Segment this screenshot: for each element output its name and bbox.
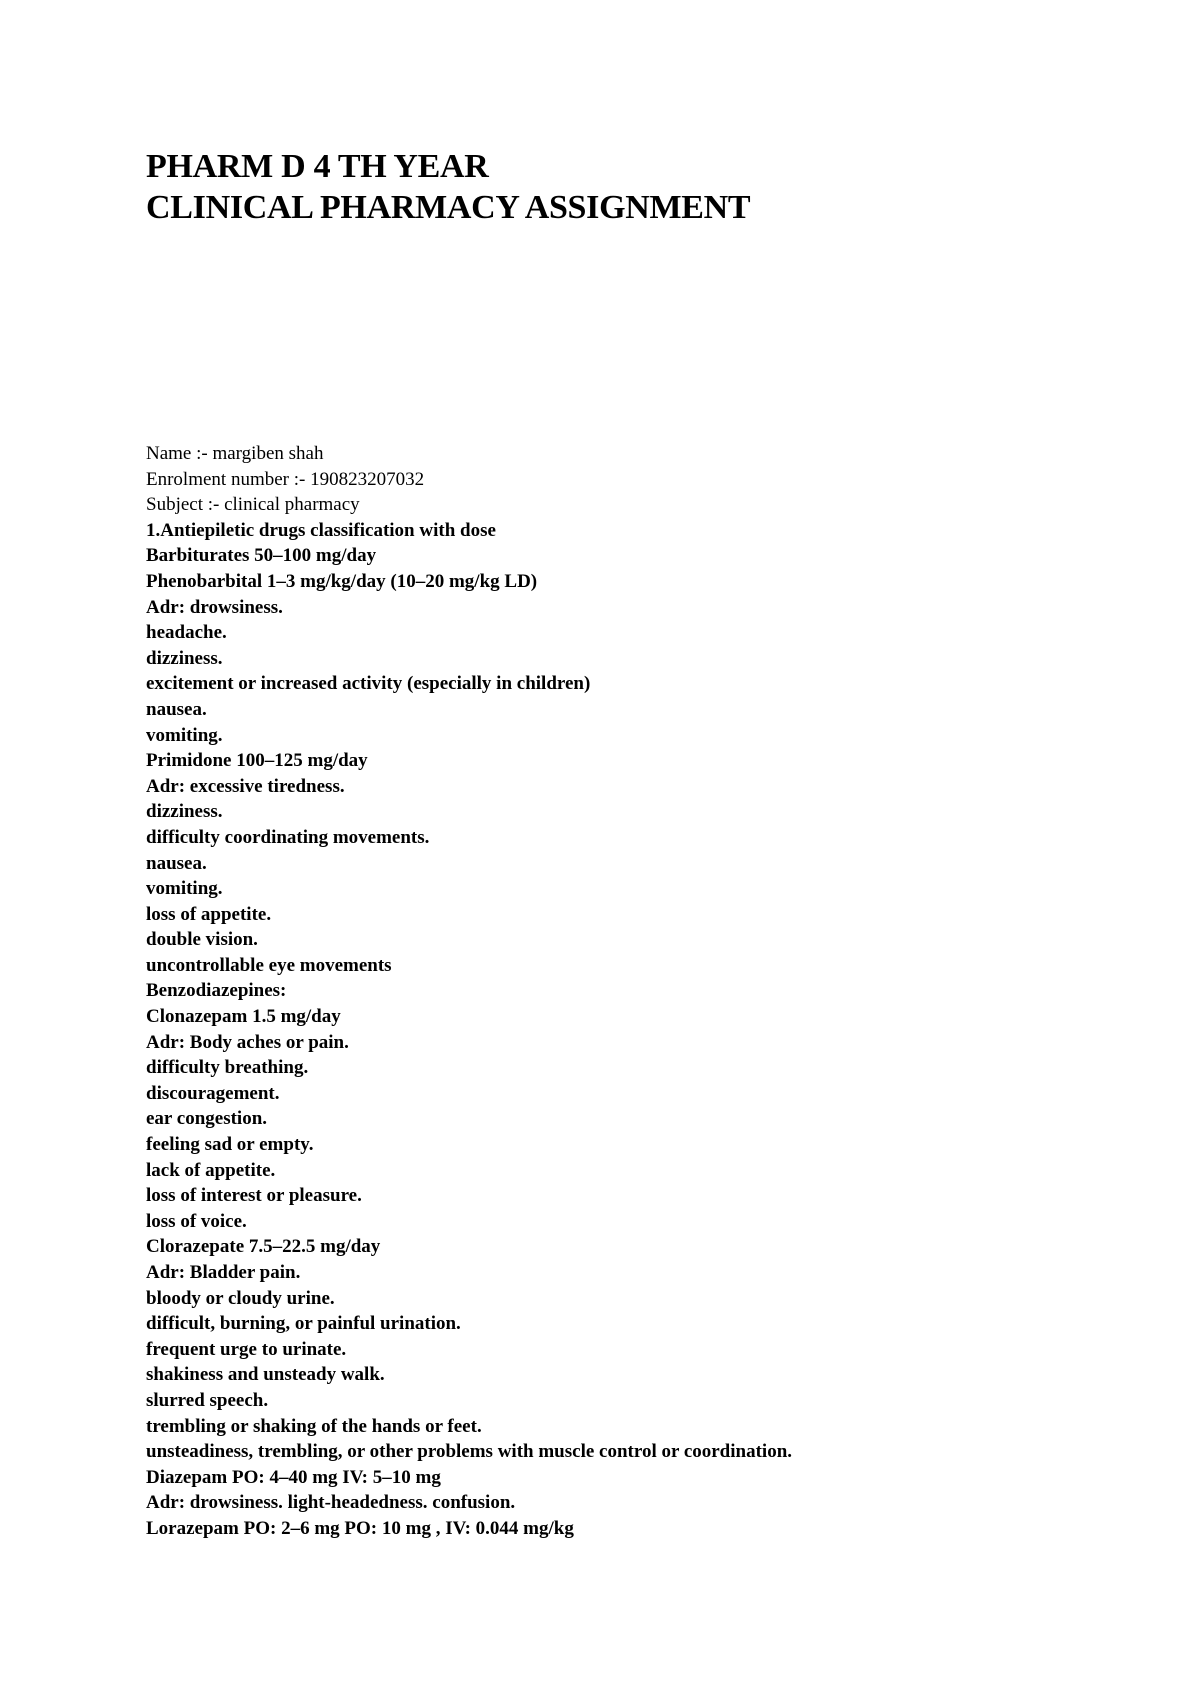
content-line: unsteadiness, trembling, or other problems with muscle control or coordination. <box>146 1441 793 1463</box>
content-line: headache. <box>146 622 227 644</box>
content-line: Phenobarbital 1–3 mg/kg/day (10–20 mg/kg LD) <box>146 570 538 592</box>
title-line-course: PHARM D 4 TH YEAR <box>146 148 489 185</box>
content-line: Clonazepam 1.5 mg/day <box>146 1006 341 1028</box>
content-line: difficult, burning, or painful urination. <box>146 1313 461 1335</box>
content-line: Benzodiazepines: <box>146 980 287 1002</box>
content-line: Adr: excessive tiredness. <box>146 775 345 797</box>
content-line: feeling sad or empty. <box>146 1134 314 1156</box>
content-line: loss of interest or pleasure. <box>146 1185 362 1207</box>
content-line: slurred speech. <box>146 1389 269 1411</box>
content-line: dizziness. <box>146 801 223 823</box>
content-line: frequent urge to urinate. <box>146 1338 347 1360</box>
content-line: vomiting. <box>146 724 223 746</box>
content-line: Adr: drowsiness. light-headedness. confusion. <box>146 1492 516 1514</box>
content-line: Diazepam PO: 4–40 mg IV: 5–10 mg <box>146 1466 441 1488</box>
content-line: difficulty breathing. <box>146 1057 309 1079</box>
document-body <box>146 441 1146 1542</box>
content-line: double vision. <box>146 929 258 951</box>
content-line: excitement or increased activity (especially in children) <box>146 673 591 695</box>
content-line: dizziness. <box>146 647 223 669</box>
content-line: Lorazepam PO: 2–6 mg PO: 10 mg , IV: 0.044 mg/kg <box>146 1517 574 1539</box>
content-line: lack of appetite. <box>146 1159 276 1181</box>
content-line: Adr: Body aches or pain. <box>146 1031 349 1053</box>
content-line: 1.Antiepiletic drugs classification with dose <box>146 519 496 541</box>
content-line: loss of voice. <box>146 1210 247 1232</box>
subject-line: Subject :- clinical pharmacy <box>146 494 360 516</box>
document-title <box>146 146 1146 228</box>
content-line: Barbiturates 50–100 mg/day <box>146 545 377 567</box>
content-line: difficulty coordinating movements. <box>146 826 430 848</box>
enrolment-number: Enrolment number :- 190823207032 <box>146 468 425 490</box>
content-line: trembling or shaking of the hands or feet. <box>146 1415 482 1437</box>
content-line: nausea. <box>146 698 207 720</box>
content-line: Adr: drowsiness. <box>146 596 283 618</box>
content-line: bloody or cloudy urine. <box>146 1287 335 1309</box>
content-line: nausea. <box>146 852 207 874</box>
content-line: uncontrollable eye movements <box>146 954 392 976</box>
content-line: Adr: Bladder pain. <box>146 1262 301 1283</box>
content-line: Clorazepate 7.5–22.5 mg/day <box>146 1236 381 1258</box>
content-line: vomiting. <box>146 878 223 900</box>
student-name: Name :- margiben shah <box>146 443 324 464</box>
content-line: discouragement. <box>146 1082 280 1104</box>
content-line: loss of appetite. <box>146 903 272 925</box>
content-line: ear congestion. <box>146 1108 268 1130</box>
content-line: Primidone 100–125 mg/day <box>146 750 368 772</box>
title-line-assignment: CLINICAL PHARMACY ASSIGNMENT <box>146 189 751 226</box>
content-line: shakiness and unsteady walk. <box>146 1364 385 1386</box>
